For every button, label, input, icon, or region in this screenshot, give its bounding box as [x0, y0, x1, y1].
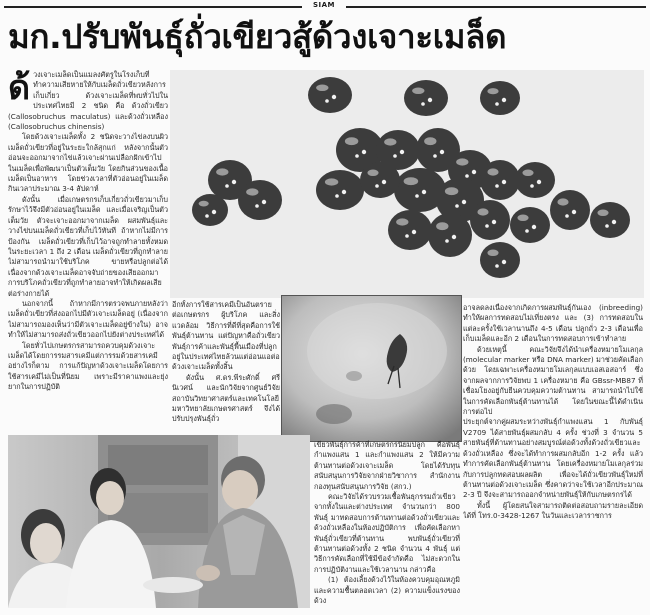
article-paragraph: วงเจาะเมล็ดเป็นแมลงศัตรูในโรงเก็บที่ทำความเสียหายให้กับเมล็ดถั่วเขียวหลังการเก็บเกี่ยว ด้วงเจาะเมล็ดที่พบทั่วไปในประเทศไทยมี 2 ชนิด คือ ด้วงถั่วเขียว (Callosobruchus maculatus) และด้วงถั่วเหลือง (Callosobruchus chinensis) — [8, 70, 168, 132]
seed — [360, 162, 400, 198]
article-paragraph: คณะวิจัยได้รวบรวมเชื้อพันธุกรรมถั่วเขียวจากทั้งในและต่างประเทศ จำนวนกว่า 800 พันธุ์ มาทดสอบการต้านทานต่อด้วงถั่วเขียวและด้วงถั่วเหลืองในห้องปฏิบัติการ เพื่อคัดเลือกหาพันธุ์ถั่วเขียวที่ต้านทาน พบพันธุ์ถั่วเขียวที่ต้านทานต่อด้วงทั้ง 2 ชนิด จำนวน 4 พันธุ์ แต่วิธีการคัดเลือกที่ใช้มีข้อจำกัดคือ ไม่สะดวกในการปฏิบัติงานและใช้เวลานาน กล่าวคือ — [314, 492, 460, 574]
article-column-middle-bottom — [314, 440, 460, 612]
seed — [238, 180, 282, 220]
article-paragraph: โดยทั่วไปเกษตรกรสามารถควบคุมด้วงเจาะเมล็ดได้โดยการรมสารเคมีแต่การรมด้วยสารเคมี อย่างไรก็ตาม การแก้ปัญหาด้วงเจาะเมล็ดโดยการใช้สารเคมีไม่เป็นที่นิยม เพราะมีราคาแพงและยุ่งยากในการปฏิบัติ — [8, 340, 168, 392]
seed — [550, 190, 590, 230]
seed — [480, 81, 520, 115]
seed — [590, 202, 630, 238]
seed — [510, 207, 550, 243]
article-column-right — [463, 303, 643, 613]
article-paragraph: เขียวพันธุ์การค้าที่เกษตรกรนิยมปลูก คือพันธุ์กำแพงแสน 1 และกำแพงแสน 2 ให้มีความต้านทานต่อด้วงเจาะเมล็ด โดยได้รับทุนสนับสนุนการวิจัยจากฝ่ายวิชาการ สำนักงานกองทุนสนับสนุนการวิจัย (สกว.) — [314, 440, 460, 491]
seed — [470, 200, 510, 240]
seed — [316, 170, 364, 210]
seed — [308, 77, 352, 113]
headline: มก.ปรับพันธุ์ถั่วเขียวสู้ด้วงเจาะเมล็ด — [8, 17, 507, 56]
seed — [192, 194, 228, 226]
article-paragraph: ทั้งนี้ ผู้โดยสนใจสามารถติดต่อสอบถามรายละเอียดได้ที่ โทร.0-3428-1267 ในวันและเวลาราชการ — [463, 500, 643, 521]
article-paragraph: (1) ต้องเลี้ยงด้วงไว้ในห้องควบคุมอุณหภูมิและความชื้นตลอดเวลา (2) ความแข็งแรงของด้วง — [314, 575, 460, 606]
article-column-left — [8, 70, 168, 430]
article-paragraph: นอกจากนี้ ถ้าหากมีการตรวจพบภายหลังว่าเมล็ดถั่วเขียวที่ส่งออกไปมีตัวเจาะเมล็ดอยู่ (เนื่องจากไม่สามารถมองเห็นว่ามีตัวเจาะเมล็ดอยู่ข้างใน) อาจทำให้ไม่สามารถส่งถั่วเขียวออกไปยังต่างประเทศได้ — [8, 298, 168, 340]
article-column-middle-top — [172, 300, 280, 435]
seed — [480, 242, 520, 278]
seed — [404, 80, 448, 116]
seed — [388, 210, 432, 250]
seed — [428, 213, 472, 257]
mung-bean-seeds-photo — [170, 70, 644, 298]
article-paragraph: ดังนั้น ศ.ดร.พีระศักดิ์ ศรีนิเวศน์ และนักวิจัยจากศูนย์วิจัย สถาบันวิทยาศาสตร์และเทคโนโลยี มหาวิทยาลัยเกษตรศาสตร์ จึงได้ปรับปรุงพันธุ์ถั่ว — [172, 372, 280, 424]
article-paragraph: โดยด้วงเจาะเมล็ดทั้ง 2 ชนิดจะวางไข่ลงบนผิวเมล็ดถั่วเขียวที่อยู่ในระยะใกล้สุกแก่ หลังจากนั้นตัวอ่อนจะออกมาจากไข่แล้วเจาะผ่านเปลือกฝักเข้าไปในเมล็ดเพื่อพัฒนาเป็นตัวเต็มวัย โดยกินส่วนของเนื้อเมล็ดเป็นอาหาร โดยช่วงเวลาที่ตัวอ่อนอยู่ในเมล็ดกินเวลาประมาณ 3-4 สัปดาห์ — [8, 132, 168, 194]
article-paragraph: ดังนั้น เมื่อเกษตรกรเก็บเกี่ยวถั่วเขียวมาเก็บรักษาไว้จึงมีตัวอ่อนอยู่ในเมล็ด และเมื่อเจริญเป็นตัวเต็มวัย ตัวจะเจาะออกมาจากเมล็ด ผสมพันธุ์และวางไข่บนเมล็ดถั่วเขียวที่เก็บไว้ทันที ถ้าหากไม่มีการป้องกัน เมล็ดถั่วเขียวที่เก็บไว้อาจถูกทำลายทั้งหมดในระยะเวลา 1 ถึง 2 เดือน เมล็ดถั่วเขียวที่ถูกทำลายไม่สามารถนำมาใช้บริโภค ขายหรือปลูกต่อได้ เนื่องจากด้วงเจาะเมล็ดอาจจับถ่ายของเสียออกมา การบริโภคถั่วเขียวที่ถูกทำลายอาจทำให้เกิดผลเสียต่อร่างกายได้ — [8, 194, 168, 298]
researchers-lab-photo — [8, 435, 310, 608]
weevil-micro-photo — [281, 295, 462, 442]
seed — [480, 160, 520, 200]
article-paragraph: ด้วยเหตุนี้ คณะวิจัยจึงได้นำเครื่องหมายโมเลกุล (molecular marker หรือ DNA marker) มาช่วยคัดเลือกด้วย โดยเฉพาะเครื่องหมายโมเลกุลแบบเอสเอสอาร์ ซึ่งจากผลจากการวิจัยพบ 1 เครื่องหมาย คือ GBssr-MB87 ที่เชื่อมโยงอยู่กับยีนควบคุมความต้านทาน สามารถนำไปใช้ในการคัดเลือกพันธุ์ต้านทานได้ โดยในขณะนี้ได้ดำเนินการต่อไป — [463, 344, 643, 417]
article-paragraph: อาจลดลงเนื่องจากเกิดการผสมพันธุ์กันเอง (inbreeding) ทำให้ผลการทดสอบไม่เที่ยงตรง และ (3) การทดสอบในแต่ละครั้งใช้เวลานานถึง 4-5 เดือน ปลูกถั่ว 2-3 เดือนเพื่อเก็บเมล็ดและอีก 2 เดือนในการทดสอบการเข้าทำลาย — [463, 303, 643, 344]
masthead-logo: SIAM — [302, 0, 346, 10]
drop-cap: ด้ — [8, 70, 31, 108]
seed — [515, 162, 555, 198]
article-paragraph: ประยุกต์จากคู่ผสมระหว่างพันธุ์กำแพงแสน 1 กับพันธุ์ V2709 ได้สายพันธุ์ผสมกลับ 4 ครั้ง ช่วงที่ 3 จำนวน 5 สายพันธุ์ที่ต้านทานอย่างสมบูรณ์ต่อด้วงทั้งด้วงถั่วเขียวและด้วงถั่วเหลือง ซึ่งจะได้ทำการผสมกลับอีก 1-2 ครั้ง แล้วทำการคัดเลือกพันธุ์ต้านทาน โดยเครื่องหมายโมเลกุลร่วมกับการปลูกทดสอบผลผลิต เพื่อจะได้ถั่วเขียวพันธุ์ใหม่ที่ต้านทานต่อด้วงเจาะเมล็ด ซึ่งคาดว่าจะใช้เวลาอีกประมาณ 2-3 ปี จึงจะสามารถออกจำหน่ายพันธุ์ให้กับเกษตรกรได้ — [463, 417, 643, 500]
article-paragraph: อีกทั้งการใช้สารเคมีเป็นอันตรายต่อเกษตรกร ผู้บริโภค และสิ่งแวดล้อม วิธีการที่ดีที่สุดคือการใช้พันธุ์ต้านทาน แต่ปัญหาคือถั่วเขียวพันธุ์การค้าและพันธุ์พื้นเมืองที่ปลูกอยู่ในประเทศไทยล้วนแต่อ่อนแอต่อด้วงเจาะเมล็ดทั้งสิ้น — [172, 300, 280, 372]
